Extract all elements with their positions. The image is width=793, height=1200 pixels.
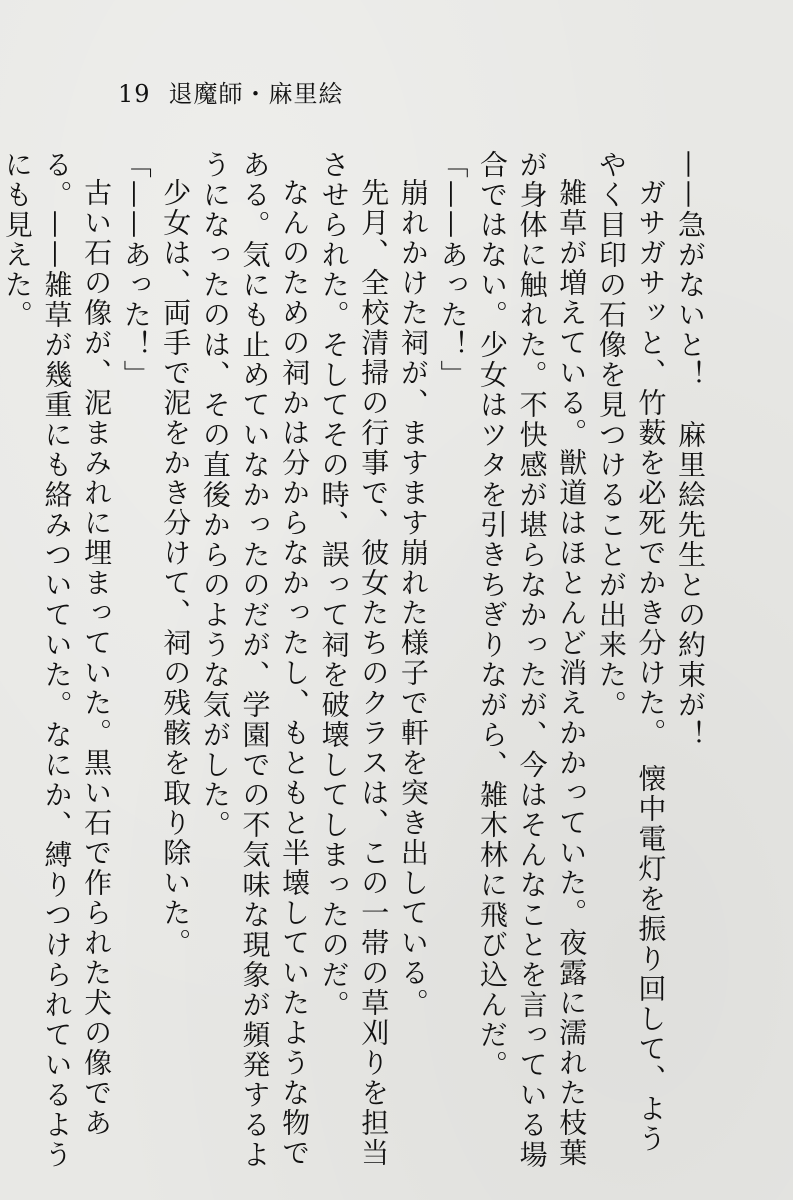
paragraph: ガサガサッと、竹薮を必死でかき分けた。 懐中電灯を振り回して、ようやく目印の石像を見つけることが出来た。 <box>594 150 668 1154</box>
dialogue-line: 「——あった！」 <box>436 150 470 390</box>
dialogue-line: 「——あった！」 <box>119 150 153 390</box>
chapter-title: 退魔師・麻里絵 <box>168 80 344 108</box>
page-number: 19 <box>118 80 151 108</box>
paragraph: 雑草が増えている。獣道はほとんど消えかかっていた。夜露に濡れた枝葉が身体に触れた。不快感が堪らなかったが、今はそんなことを言っている場合ではない。少女はツタを引きちぎりながら、雑木林に飛び込んだ。 <box>476 150 589 1170</box>
paragraph: 先月、全校清掃の行事で、彼女たちのクラスは、この一帯の草刈りを担当させられた。そしてその時、誤って祠を破壊してしまったのだ。 <box>317 150 391 1168</box>
paragraph: 崩れかけた祠が、ますます崩れた様子で軒を突き出している。 <box>396 178 430 1018</box>
running-header <box>118 74 344 109</box>
vertical-text-body <box>0 150 710 1170</box>
paragraph: 少女は、両手で泥をかき分けて、祠の残骸を取り除いた。 <box>159 178 193 958</box>
paragraph: 古い石の像が、泥まみれに埋まっていた。黒い石で作られた犬の像である。——雑草が幾重にも絡みついていた。なにか、縛りつけられているようにも見えた。 <box>0 150 114 1170</box>
paragraph: ——急がないと！ 麻里絵先生との約束が！ <box>674 150 707 750</box>
paragraph: なんのための祠かは分からなかったし、もともと半壊していたような物である。気にも止めていなかったのだが、学園での不気味な現象が頻発するようになったのは、その直後からのような気がした。 <box>198 150 312 1170</box>
